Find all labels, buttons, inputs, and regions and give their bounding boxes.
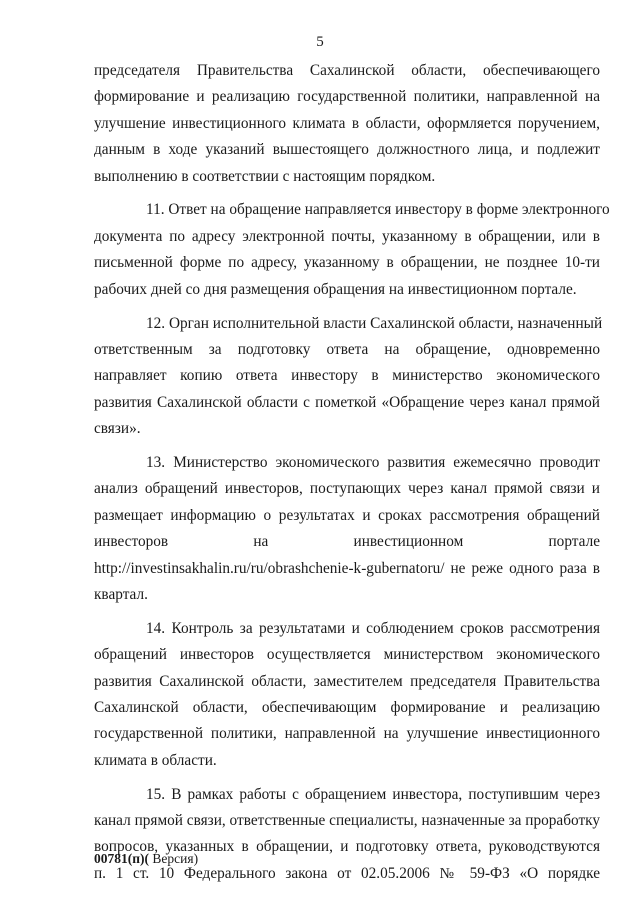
text-line: связи». [94,420,141,438]
text-line: 15. В рамках работы с обращением инвестора, поступившим через [146,785,600,803]
text-line: 14. Контроль за результатами и соблюдением сроков рассмотрения [146,619,600,637]
text-line: анализ обращений инвесторов, поступающих через канал прямой связи и [94,480,600,498]
text-line: обращений инвесторов осуществляется министерством экономического [94,646,600,664]
paragraph-gap [94,442,600,450]
text-line: развития Сахалинской области, заместителем председателя Правительства [94,672,600,690]
paragraph-gap [94,190,600,198]
page-number: 5 [316,34,324,50]
text-line: развития Сахалинской области с пометкой «Обращение через канал прямой [94,393,600,411]
text-line: ответственным за подготовку ответа на обращение, одновременно [94,340,600,358]
paragraph-item-15 [94,782,600,888]
text-line: инвесторов на инвестиционном портале [94,533,600,551]
document-footer-code [94,851,198,867]
text-line: направляет копию ответа инвестору в министерство экономического [94,367,600,385]
text-line: председателя Правительства Сахалинской области, обеспечивающего [94,62,600,79]
text-line: письменной форме по адресу, указанному в обращении, не позднее 10-ти [94,254,600,272]
text-line: http://investinsakhalin.ru/ru/obrashchenie-k-gubernatoru/ не реже одного раза в [94,559,600,577]
text-line: 12. Орган исполнительной власти Сахалинской области, назначенный [146,314,603,332]
text-line: климата в области. [94,751,217,769]
text-line: канал прямой связи, ответственные специалисты, назначенные за проработку [94,812,600,830]
paragraph-continuation [94,58,600,190]
text-line: выполнению в соответствии с настоящим порядком. [94,167,436,185]
text-line: п. 1 ст. 10 Федерального закона от 02.05.2006 № 59-ФЗ «О порядке [94,864,600,882]
document-body [94,58,610,887]
text-line: Сахалинской области, обеспечивающим формирование и реализацию [94,698,600,716]
text-line: вопросов, указанных в обращении, и подготовку ответа, руководствуются [94,838,600,856]
text-line: квартал. [94,585,148,603]
text-line: государственной политики, направленной на улучшение инвестиционного [94,725,600,743]
paragraph-gap [94,303,600,311]
text-line: формирование и реализацию государственной политики, направленной на [94,88,600,106]
paragraph-gap [94,608,600,616]
paragraph-gap [94,774,600,782]
text-line: 11. Ответ на обращение направляется инвестору в форме электронного [146,201,610,219]
text-line: документа по адресу электронной почты, указанному в обращении, или в [94,227,600,245]
paragraph-item-14 [94,616,600,774]
text-line: рабочих дней со дня размещения обращения на инвестиционном портале. [94,280,577,298]
text-line: данным в ходе указаний вышестоящего должностного лица, и подлежит [94,141,600,159]
paragraph-item-13 [94,450,600,608]
footer-code: 00781(п)( [94,851,150,866]
text-line: улучшение инвестиционного климата в области, оформляется поручением, [94,114,600,132]
text-line: 13. Министерство экономического развития ежемесячно проводит [146,453,600,471]
paragraph-item-11 [94,197,610,303]
footer-version: Версия) [149,851,199,866]
paragraph-item-12 [94,311,603,443]
text-line: размещает информацию о результатах и сроках рассмотрения обращений [94,506,600,524]
